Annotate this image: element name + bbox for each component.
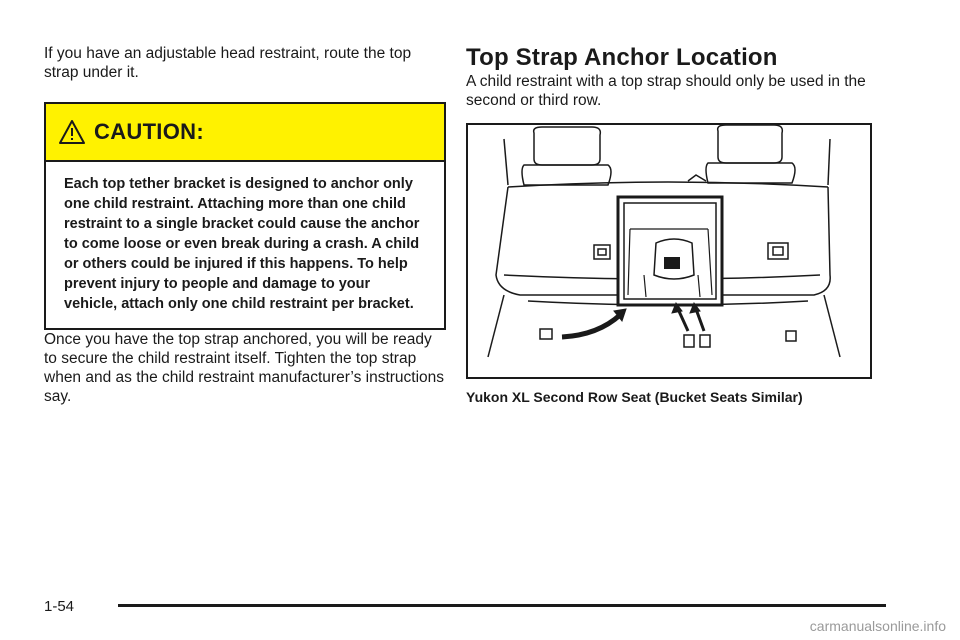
watermark: carmanualsonline.info: [809, 618, 946, 634]
figure-caption: Yukon XL Second Row Seat (Bucket Seats Similar): [466, 389, 803, 405]
caution-text: Each top tether bracket is designed to anchor only one child restraint. Attaching more than one child restraint to a single bracket could cause the anchor to come loose or even break during a crash. A child or others could be injured if this happens. To help prevent injury to people and damage to your vehicle, attach only one child restraint per bracket.: [64, 176, 420, 312]
footer-rule: [118, 604, 886, 607]
seat-line-drawing: [468, 125, 870, 377]
caution-box: [44, 102, 446, 330]
head-restraint-paragraph: If you have an adjustable head restraint, route the top strap under it.: [44, 45, 412, 81]
warning-triangle-icon: [58, 119, 86, 145]
caution-header: [46, 104, 444, 162]
tighten-strap-paragraph: Once you have the top strap anchored, you will be ready to secure the child restraint itself. Tighten the top strap when and as the child restraint manufacturer’s instructions say.: [44, 331, 445, 405]
second-third-row-paragraph: A child restraint with a top strap should only be used in the second or third row.: [466, 73, 866, 109]
caution-title: CAUTION:: [94, 119, 204, 144]
right-column: [466, 44, 886, 405]
seat-illustration: [466, 123, 872, 379]
left-column: [44, 44, 446, 406]
page-number: 1-54: [44, 598, 75, 615]
section-heading: Top Strap Anchor Location: [466, 44, 778, 71]
